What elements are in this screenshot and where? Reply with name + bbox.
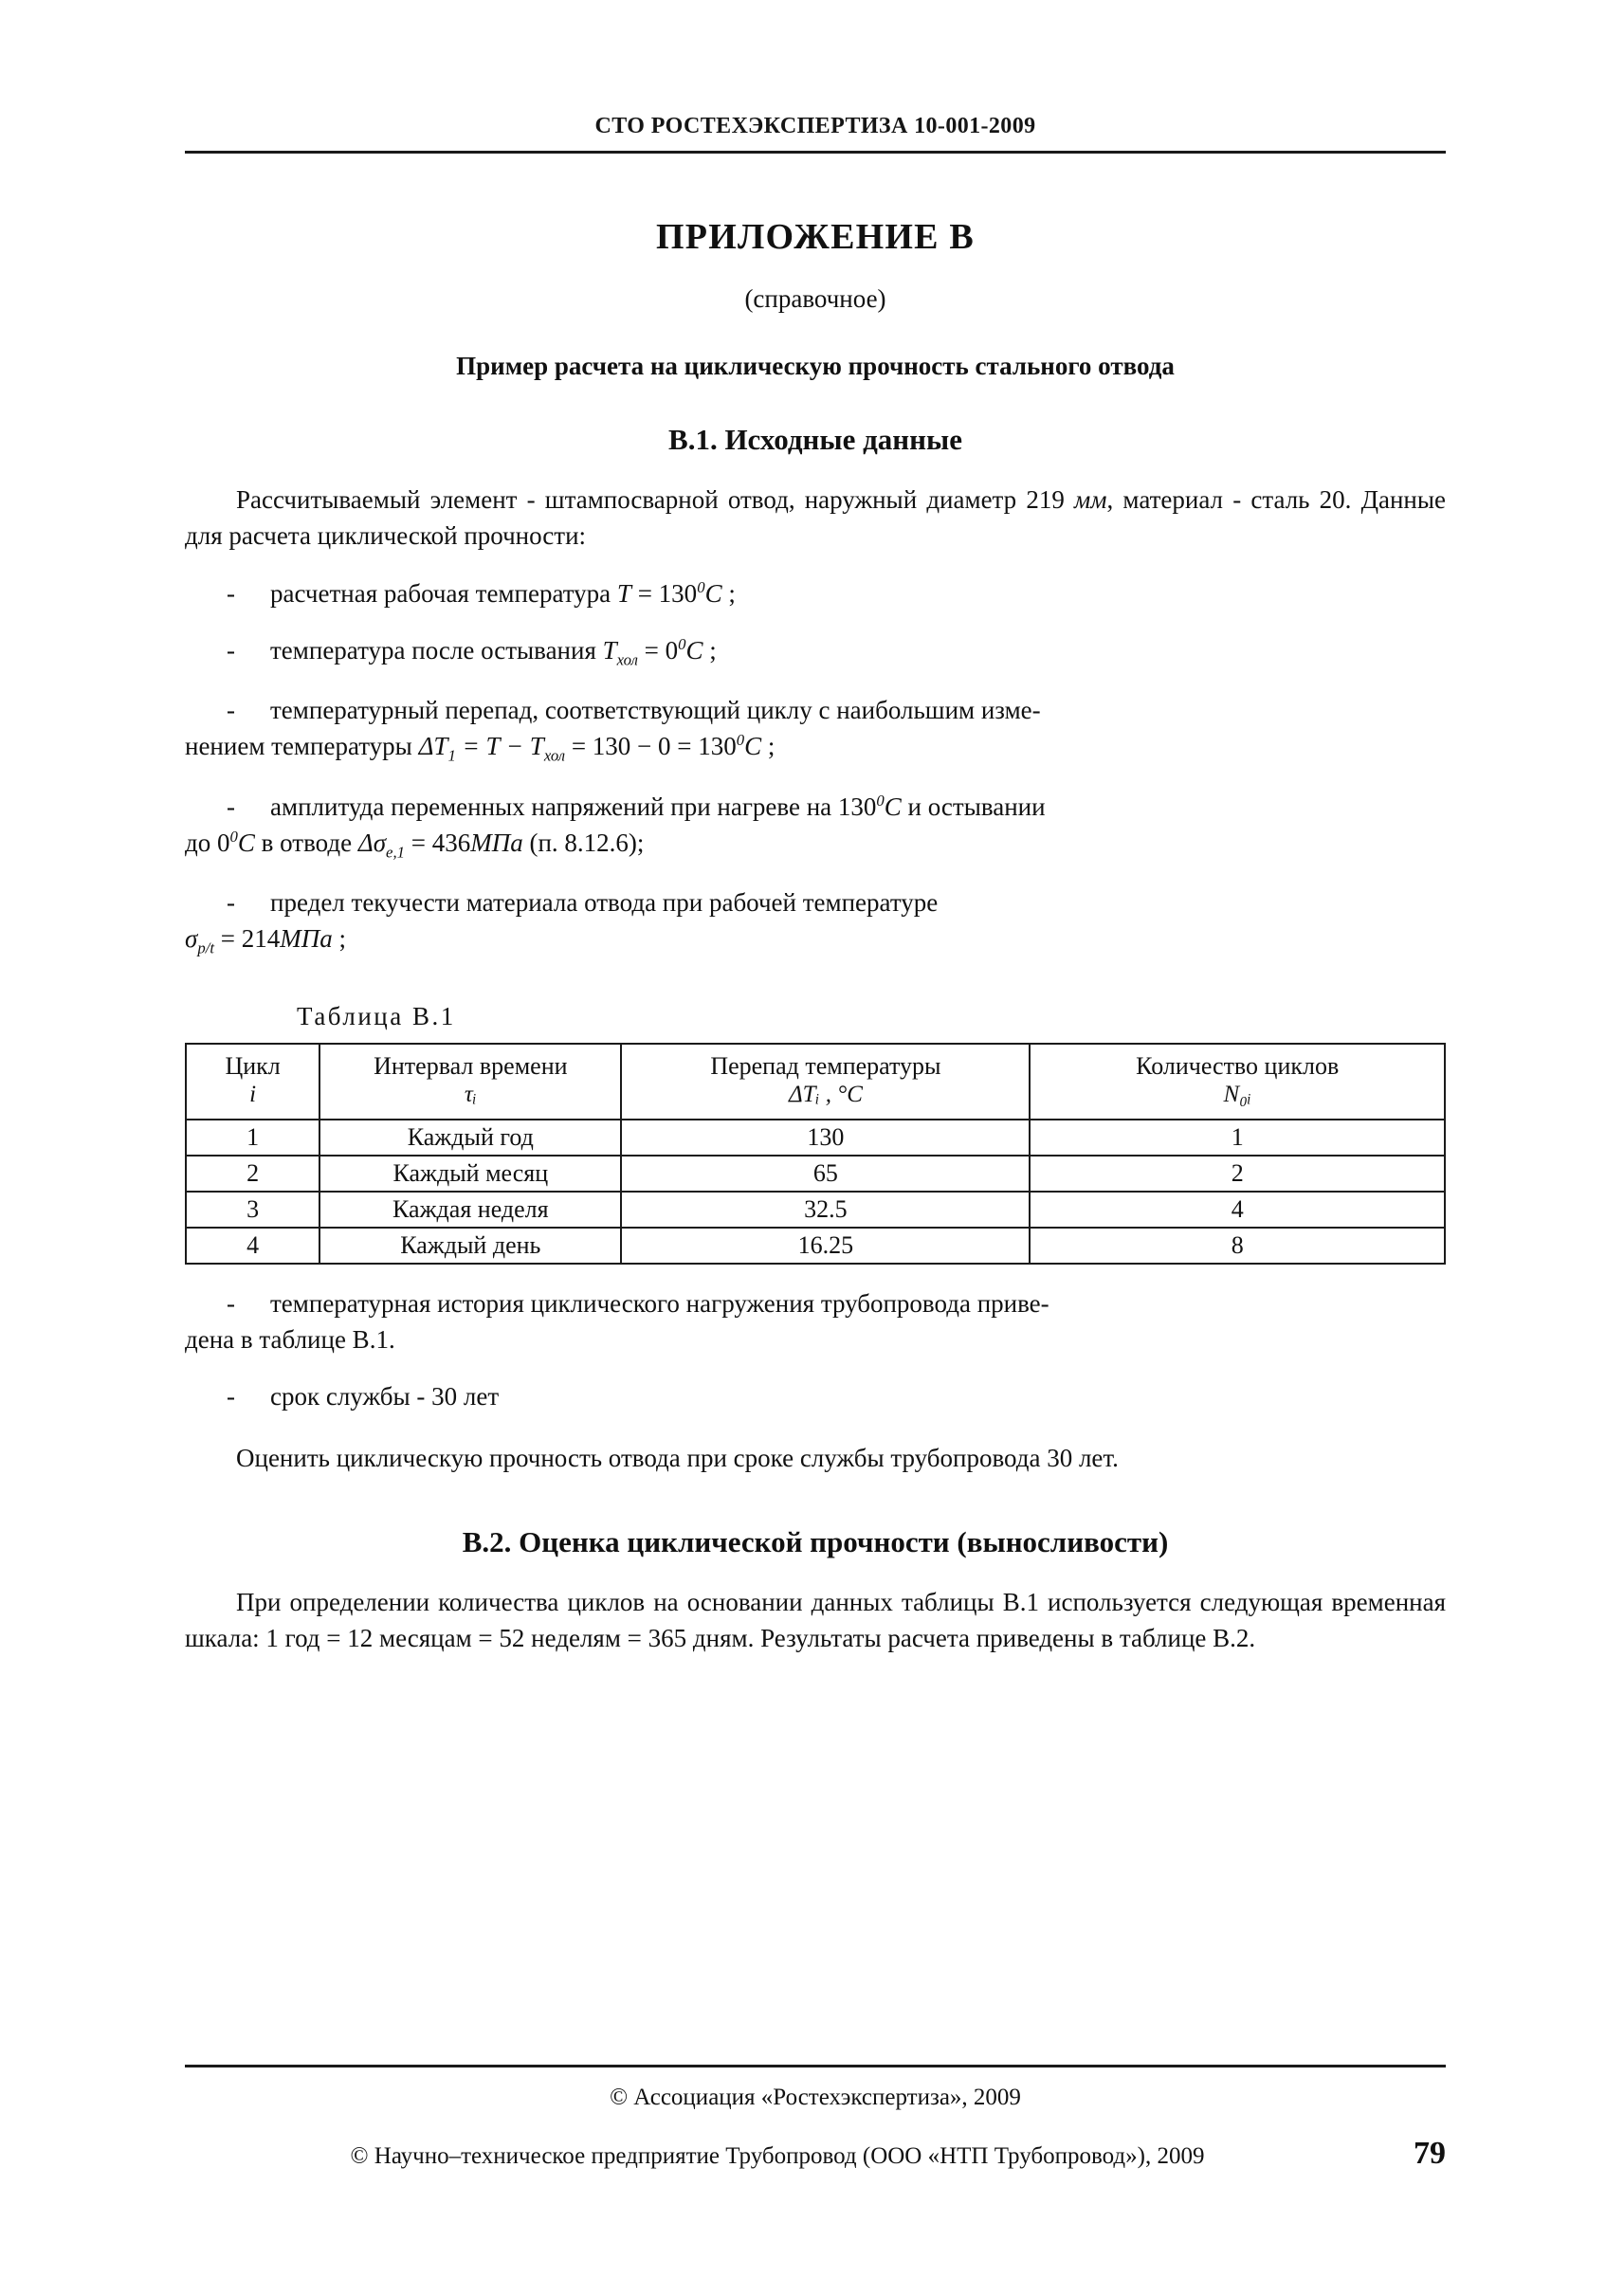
formula-unit-C: C <box>237 828 255 857</box>
bullet-4-cont-text: до <box>185 828 217 857</box>
cell-interval: Каждая неделя <box>319 1192 621 1228</box>
table-header-cell-cycle-count <box>1030 1044 1445 1120</box>
formula-eq: = 436 <box>405 828 471 857</box>
bullet-1-formula <box>617 579 722 608</box>
page-number: 79 <box>1414 2136 1446 2171</box>
appendix-title: ПРИЛОЖЕНИЕ В <box>656 217 975 257</box>
formula-subscript-hol: хол <box>616 650 638 669</box>
bullet-item-2 <box>185 632 1446 671</box>
header-sub: ΔTᵢ , °C <box>788 1082 863 1108</box>
cycles-table <box>185 1043 1446 1265</box>
formula-var-T: T <box>616 578 631 608</box>
section-2-paragraph: При определении количества циклов на основании данных таблицы В.1 используется следующая временная шкала: 1 год = 12 месяцам = 52 неделям = 365 дням. Результаты расчета приведены в таблице В.2. <box>185 1588 1446 1653</box>
table-row <box>186 1120 1445 1156</box>
formula-value-0: 0 <box>217 828 230 857</box>
page-content <box>185 114 1446 1657</box>
table-head <box>186 1044 1445 1120</box>
formula-eq: = 0 <box>637 635 679 665</box>
bullet-4-text3: в отводе <box>254 828 358 857</box>
formula-unit-C: C <box>884 792 902 821</box>
bullet-3-text: температурный перепад, соответствующий циклу с наибольшим изме- <box>270 696 1041 725</box>
formula-eq: = 130 <box>630 578 698 608</box>
bullet-4-ref: (п. 8.12.6); <box>522 828 645 857</box>
section-1-closing: Оценить циклическую прочность отвода при сроке службы трубопровода 30 лет. <box>236 1443 1119 1472</box>
formula-unit-C: C <box>685 635 703 665</box>
bullet-5-body: предел текучести материала отвода при рабочей температуре <box>270 888 939 918</box>
footer-copyright-enterprise <box>185 2136 1446 2171</box>
intro-text-2: , материал - сталь 20. Данные для расчета циклической прочности: <box>185 485 1446 551</box>
formula-subscript-pt: p/t <box>197 938 214 957</box>
bullet-2-formula <box>602 634 703 669</box>
bullet-4-text2: и остывании <box>901 792 1046 821</box>
table-header-cell-interval <box>319 1044 621 1120</box>
bullet-4-sigma-formula <box>357 828 523 862</box>
header-main: Количество циклов <box>1136 1051 1340 1080</box>
table-header-row <box>186 1044 1445 1120</box>
header-sub: N₀ᵢ <box>1223 1082 1251 1108</box>
dash-marker: - <box>227 635 235 665</box>
bullet-2-tail: ; <box>703 635 717 665</box>
dash-marker: - <box>227 696 235 725</box>
bullet-7-body: срок службы - 30 лет <box>270 1382 500 1412</box>
dash-marker: - <box>227 792 235 821</box>
cell-cycle-count: 2 <box>1030 1156 1445 1192</box>
formula-delta-sigma: Δσ <box>357 828 387 857</box>
cell-cycle: 1 <box>186 1120 319 1156</box>
formula-eq: = 214 <box>214 924 281 954</box>
bullet-2-body <box>270 632 1446 671</box>
bullet-1-text: расчетная рабочая температура <box>270 578 617 608</box>
bullet-item-5 <box>185 884 1446 920</box>
formula-eq-1: = T − T <box>455 732 544 761</box>
dash-marker: - <box>227 888 235 918</box>
bullet-item-3 <box>185 692 1446 728</box>
bullet-item-6 <box>185 1285 1446 1321</box>
section-2-title: В.2. Оценка циклической прочности (выносливости) <box>462 1525 1169 1559</box>
bullet-4-temp <box>838 792 902 821</box>
cell-interval: Каждый год <box>319 1120 621 1156</box>
footer-text: © Научно–техническое предприятие Трубопровод (ООО «НТП Трубопровод»), 2009 <box>350 2143 1205 2169</box>
bullet-1-body <box>270 575 1446 611</box>
section-1-title: В.1. Исходные данные <box>668 423 962 456</box>
formula-superscript: 0 <box>678 634 686 653</box>
bullet-3-formula <box>418 731 762 765</box>
formula-value-130: 130 <box>837 792 877 821</box>
formula-subscript-hol: хол <box>543 746 566 765</box>
header-main: Перепад температуры <box>710 1051 941 1080</box>
cell-temp-drop: 130 <box>621 1120 1030 1156</box>
formula-eq-2: = 130 − 0 = 130 <box>565 732 737 761</box>
header-main: Интервал времени <box>374 1051 568 1080</box>
cell-cycle-count: 8 <box>1030 1228 1445 1264</box>
table-header-cell-cycle <box>186 1044 319 1120</box>
bullet-4-continuation <box>185 825 1446 864</box>
formula-sigma: σ <box>185 924 198 954</box>
bullet-2-text: температура после остывания <box>270 635 603 665</box>
cell-cycle: 2 <box>186 1156 319 1192</box>
bullet-5-formula <box>185 924 333 957</box>
header-main: Цикл <box>225 1051 281 1080</box>
bullet-5-tail: ; <box>332 924 346 954</box>
bullet-5-continuation <box>185 920 1446 959</box>
table-row <box>186 1192 1445 1228</box>
cell-temp-drop: 16.25 <box>621 1228 1030 1264</box>
running-header: СТО РОСТЕХЭКСПЕРТИЗА 10-001-2009 <box>594 114 1036 138</box>
bullet-item-4 <box>185 789 1446 825</box>
bullet-3-continuation <box>185 728 1446 767</box>
bullet-3-cont-text: нением температуры <box>185 732 419 761</box>
header-sub: τᵢ <box>464 1082 477 1108</box>
bullet-1-tail: ; <box>721 578 736 608</box>
cell-interval: Каждый день <box>319 1228 621 1264</box>
table-header-cell-temp-drop <box>621 1044 1030 1120</box>
formula-delta-T: ΔT <box>418 732 448 761</box>
table-row <box>186 1156 1445 1192</box>
dash-marker: - <box>227 1382 235 1412</box>
bullet-item-1 <box>185 575 1446 611</box>
dash-marker: - <box>227 578 235 608</box>
bullet-3-tail: ; <box>761 732 776 761</box>
cell-temp-drop: 32.5 <box>621 1192 1030 1228</box>
bullet-4-temp-2 <box>217 829 255 857</box>
formula-superscript: 0 <box>736 731 745 750</box>
footer-copyright-association: © Ассоциация «Ростехэкспертиза», 2009 <box>610 2085 1021 2110</box>
cell-cycle-count: 1 <box>1030 1120 1445 1156</box>
header-sub: i <box>249 1082 257 1108</box>
appendix-example-title: Пример расчета на циклическую прочность стального отвода <box>456 352 1175 380</box>
formula-unit-mpa: МПа <box>470 828 523 857</box>
section-1-intro <box>185 482 1446 555</box>
bullet-4-text: амплитуда переменных напряжений при нагреве на <box>270 792 838 821</box>
footer-divider <box>185 2065 1446 2067</box>
table-row <box>186 1228 1445 1264</box>
bullet-3-body <box>270 692 1446 728</box>
bullet-6-body: температурная история циклического нагружения трубопровода приве- <box>270 1288 1049 1318</box>
intro-text-1: Рассчитываемый элемент - штампосварной отвод, наружный диаметр 219 <box>236 485 1075 514</box>
page-footer <box>185 2065 1446 2170</box>
cell-cycle: 4 <box>186 1228 319 1264</box>
formula-superscript: 0 <box>229 827 238 846</box>
bullet-item-7 <box>185 1378 1446 1414</box>
dash-marker: - <box>227 1288 235 1318</box>
header-divider <box>185 151 1446 154</box>
bullet-6-continuation: дена в таблице В.1. <box>185 1325 395 1355</box>
formula-superscript: 0 <box>697 577 705 596</box>
cell-interval: Каждый месяц <box>319 1156 621 1192</box>
table-body <box>186 1120 1445 1264</box>
formula-superscript: 0 <box>876 791 885 810</box>
intro-units: мм <box>1074 485 1107 514</box>
cell-cycle-count: 4 <box>1030 1192 1445 1228</box>
formula-var-T: T <box>602 635 617 665</box>
bullet-4-body <box>270 789 1446 825</box>
formula-unit-mpa: МПа <box>280 924 333 954</box>
cell-cycle: 3 <box>186 1192 319 1228</box>
formula-subscript-e1: e,1 <box>386 843 405 862</box>
appendix-subtitle: (справочное) <box>744 284 886 313</box>
formula-subscript-1: 1 <box>447 746 456 765</box>
formula-unit-C: C <box>704 578 722 608</box>
formula-unit-C: C <box>744 732 762 761</box>
cell-temp-drop: 65 <box>621 1156 1030 1192</box>
table-caption: Таблица В.1 <box>297 1001 456 1030</box>
